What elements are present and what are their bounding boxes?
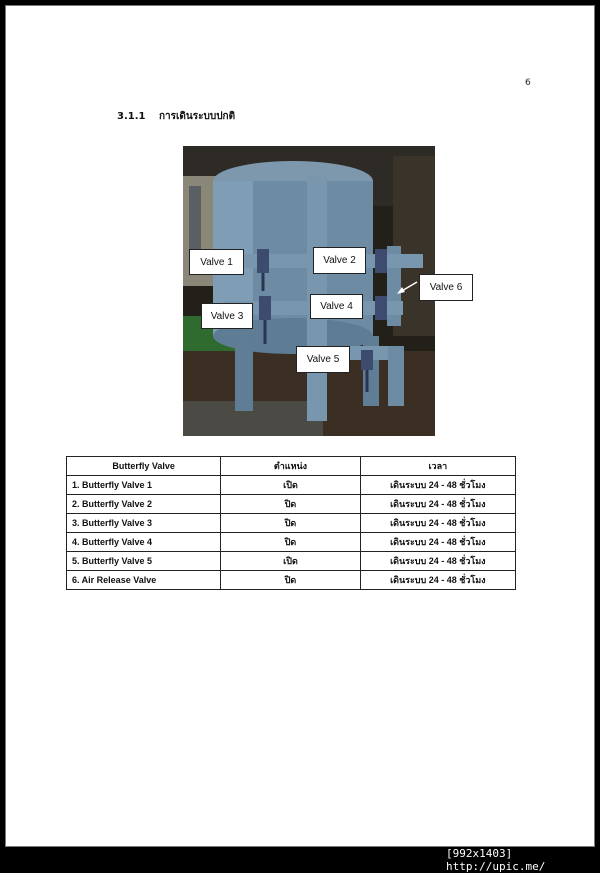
valve-position: ปิด (221, 495, 360, 514)
valve-1-label: Valve 1 (189, 249, 244, 275)
valve-4-label: Valve 4 (310, 294, 363, 319)
valve-name: 1. Butterfly Valve 1 (67, 476, 221, 495)
valve-position: ปิด (221, 533, 360, 552)
table-row (67, 533, 516, 552)
valve-time: เดินระบบ 24 - 48 ชั่วโมง (360, 552, 515, 571)
valve-position: เปิด (221, 476, 360, 495)
valve-time: เดินระบบ 24 - 48 ชั่วโมง (360, 476, 515, 495)
table-row (67, 514, 516, 533)
section-heading (117, 109, 235, 124)
table-row (67, 552, 516, 571)
valve-name: 3. Butterfly Valve 3 (67, 514, 221, 533)
valve-schedule-table (66, 456, 516, 590)
header-time: เวลา (360, 457, 515, 476)
section-number: 3.1.1 (117, 111, 146, 122)
image-host-watermark: [992x1403] http://upic.me/ (446, 847, 546, 873)
header-position: ตำแหน่ง (221, 457, 360, 476)
header-valve: Butterfly Valve (67, 457, 221, 476)
valve-2-label: Valve 2 (313, 247, 366, 274)
valve-position: ปิด (221, 571, 360, 590)
valve-time: เดินระบบ 24 - 48 ชั่วโมง (360, 514, 515, 533)
filter-tank-illustration (183, 146, 435, 436)
valve-name: 2. Butterfly Valve 2 (67, 495, 221, 514)
valve-position: เปิด (221, 552, 360, 571)
valve-6-label: Valve 6 (419, 274, 473, 301)
valve-3-label: Valve 3 (201, 303, 253, 329)
valve-name: 6. Air Release Valve (67, 571, 221, 590)
valve-name: 4. Butterfly Valve 4 (67, 533, 221, 552)
valve-5-label: Valve 5 (296, 346, 350, 373)
valve-time: เดินระบบ 24 - 48 ชั่วโมง (360, 571, 515, 590)
table-row (67, 571, 516, 590)
valve-name: 5. Butterfly Valve 5 (67, 552, 221, 571)
filter-tank-photo (183, 146, 463, 436)
table-row (67, 495, 516, 514)
table-row (67, 476, 516, 495)
document-page (5, 5, 595, 847)
valve-time: เดินระบบ 24 - 48 ชั่วโมง (360, 533, 515, 552)
valve-position: ปิด (221, 514, 360, 533)
table-header-row (67, 457, 516, 476)
section-title: การเดินระบบปกติ (158, 111, 236, 122)
valve-time: เดินระบบ 24 - 48 ชั่วโมง (360, 495, 515, 514)
page-number: 6 (525, 78, 531, 88)
